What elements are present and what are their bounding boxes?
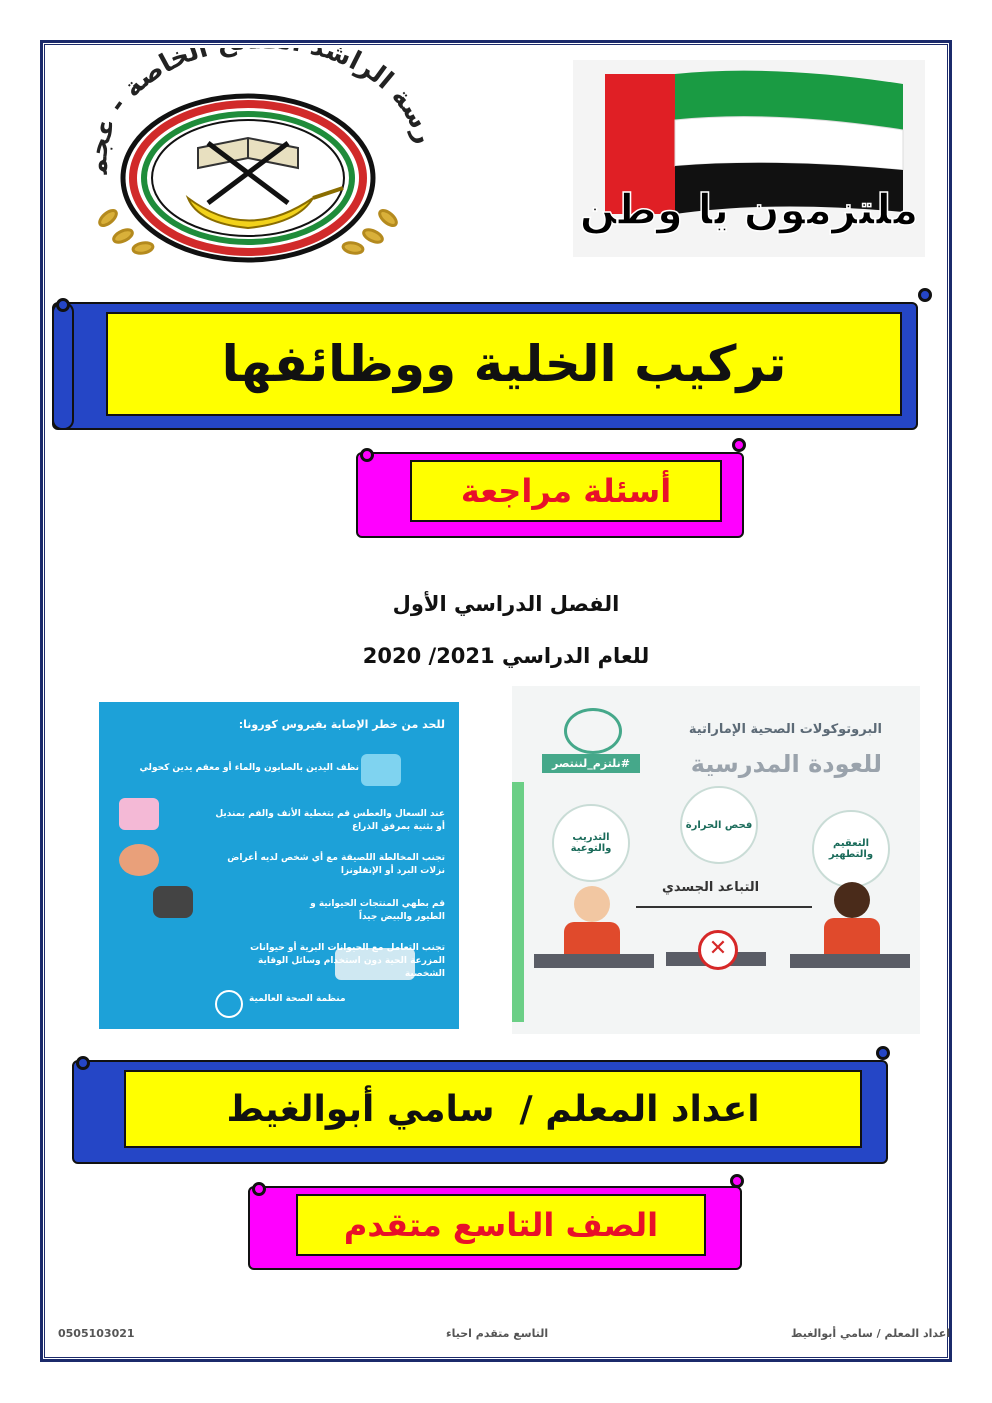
student-boy-body: [564, 922, 620, 958]
who-logo-icon: [215, 990, 243, 1018]
no-sitting-icon: ✕: [698, 930, 738, 970]
mask-heart-icon: [564, 708, 622, 754]
title-banner: [52, 290, 934, 440]
grade-label: الصف التاسع متقدم: [343, 1206, 659, 1244]
page-title: تركيب الخلية ووظائفها: [221, 335, 787, 393]
student-girl: [834, 882, 870, 918]
side-stripe: [512, 782, 524, 1022]
poster-title-1: البروتوكولات الصحية الإماراتية: [688, 722, 882, 737]
student-girl-body: [824, 918, 880, 958]
footer-phone: 0505103021: [58, 1327, 135, 1340]
desk-right: [790, 954, 910, 968]
footer-author: اعداد المعلم / سامي أبوالغيط: [790, 1327, 950, 1340]
grade-banner: [248, 1176, 748, 1276]
poster-item: قم بطهي المنتجات الحيوانية و الطيور والبيض جيداً: [310, 899, 445, 922]
who-org-name: منظمة الصحة العالمية: [249, 994, 346, 1004]
hashtag-badge: #نلتزم_لننتصر: [542, 754, 640, 773]
teacher-name: اعداد المعلم / سامي أبوالغيط: [226, 1088, 760, 1130]
page-subtitle: أسئلة مراجعة: [460, 472, 672, 510]
handwash-icon: [361, 754, 401, 786]
subtitle-banner: [356, 440, 750, 548]
tissue-box-icon: [119, 798, 159, 830]
school-protocols-poster: [512, 686, 920, 1034]
sick-person-icon: [119, 844, 159, 876]
footer-subject: التاسع متقدم احياء: [446, 1327, 549, 1340]
svg-text:مدرسة الراشد الصالح الخاصة - ع: رسة الراش الخاصة - عجم: [83, 48, 440, 176]
uae-flag-image: [573, 60, 925, 257]
school-logo: [48, 48, 448, 270]
corona-prevention-poster: [99, 702, 459, 1029]
poster-heading: للحد من خطر الإصابة بفيروس كورونا:: [238, 718, 445, 731]
poster-item: عند السعال والعطس قم بتغطية الأنف والفم بمنديل أو بثنية بمرفق الذراع: [215, 809, 445, 832]
teacher-banner: [72, 1048, 894, 1172]
poster-item: تجنب المخالطة اللصيقة مع أي شخص لديه أعراض نزلات البرد أو الإنفلونزا: [227, 853, 445, 876]
term-line-2: للعام الدراسي 2021/ 2020: [362, 644, 650, 668]
poster-item: تجنب التعامل مع الحيوانات البرية أو حيوانات المزرعة الحية دون استخدام وسائل الوقاية الشخصية: [250, 943, 445, 979]
poster-item: نظف اليدين بالصابون والماء أو معقم يدين كحولي: [139, 763, 359, 773]
distance-label: التباعد الجسدي: [662, 880, 760, 895]
training-circle: التدريب والتوعية: [552, 804, 630, 882]
sanitize-circle: التعقيم والتطهير: [812, 810, 890, 888]
term-line-1: الفصل الدراسي الأول: [392, 592, 620, 616]
temperature-circle: فحص الحرارة: [680, 786, 758, 864]
cooking-pot-icon: [153, 886, 193, 918]
distance-arrow: [636, 906, 812, 908]
poster-title-2: للعودة المدرسية: [690, 750, 882, 778]
desk-left: [534, 954, 654, 968]
student-boy: [574, 886, 610, 922]
flag-slogan: ملتزمون يا وطن: [579, 185, 919, 234]
